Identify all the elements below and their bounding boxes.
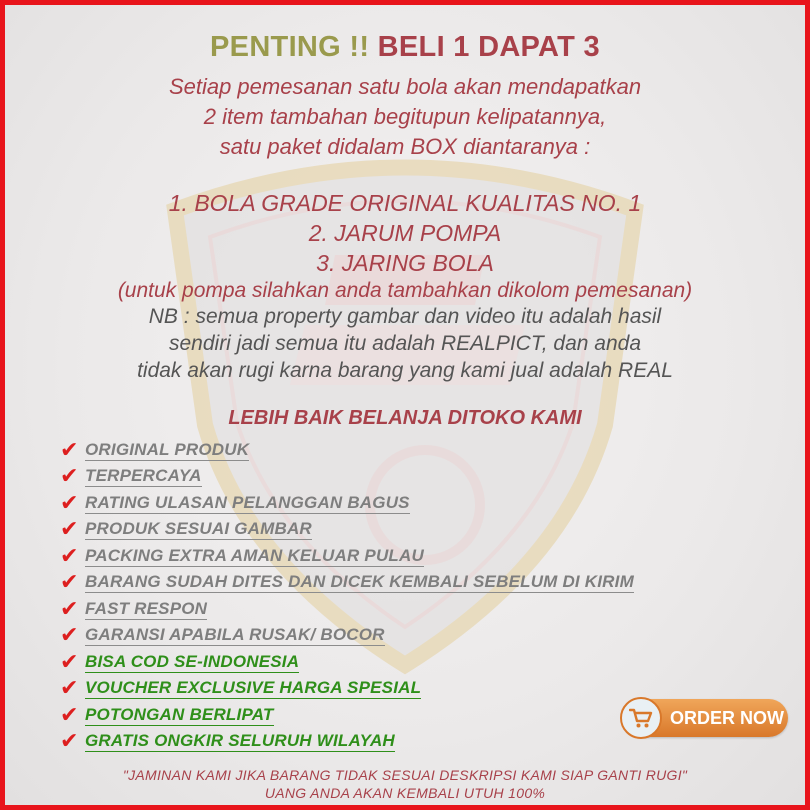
- benefit-text: PRODUK SESUAI GAMBAR: [85, 519, 312, 539]
- benefit-item: [60, 464, 634, 491]
- benefit-item: [60, 729, 634, 756]
- headline: [5, 31, 805, 64]
- benefit-item: [60, 570, 634, 597]
- package-item-1: 1. BOLA GRADE ORIGINAL KUALITAS NO. 1: [168, 190, 642, 216]
- benefit-item: [60, 437, 634, 464]
- benefit-item: [60, 517, 634, 544]
- checkmark-icon: ✔: [60, 570, 79, 596]
- checkmark-icon: ✔: [60, 729, 79, 755]
- benefits-list: [60, 437, 634, 755]
- checkmark-icon: ✔: [60, 623, 79, 649]
- benefit-item: [60, 676, 634, 703]
- benefit-text: ORIGINAL PRODUK: [85, 439, 250, 459]
- benefit-text: GARANSI APABILA RUSAK/ BOCOR: [85, 625, 385, 645]
- nb-line-3: tidak akan rugi karna barang yang kami jual adalah REAL: [137, 359, 673, 382]
- benefit-text: BARANG SUDAH DITES DAN DICEK KEMBALI SEBELUM DI KIRIM: [85, 572, 634, 592]
- headline-offer: BELI 1 DAPAT 3: [377, 31, 600, 63]
- intro-line-3: satu paket didalam BOX diantaranya :: [219, 134, 591, 159]
- benefit-item: [60, 543, 634, 570]
- benefit-item: [60, 649, 634, 676]
- benefit-text: PACKING EXTRA AMAN KELUAR PULAU: [85, 545, 424, 565]
- benefit-text: BISA COD SE-INDONESIA: [85, 651, 300, 671]
- guarantee-refund: UANG ANDA AKAN KEMBALI UTUH 100%: [264, 785, 546, 801]
- benefit-text: VOUCHER EXCLUSIVE HARGA SPESIAL: [85, 678, 422, 698]
- checkmark-icon: ✔: [60, 490, 79, 516]
- checkmark-icon: ✔: [60, 649, 79, 675]
- pump-note: (untuk pompa silahkan anda tambahkan dikolom pemesanan): [117, 279, 693, 302]
- checkmark-icon: ✔: [60, 543, 79, 569]
- benefits-title: LEBIH BAIK BELANJA DITOKO KAMI: [228, 407, 582, 429]
- checkmark-icon: ✔: [60, 676, 79, 702]
- intro-line-1: Setiap pemesanan satu bola akan mendapatkan: [168, 74, 642, 99]
- benefit-text: TERPERCAYA: [85, 466, 202, 486]
- checkmark-icon: ✔: [60, 517, 79, 543]
- nb-line-2: sendiri jadi semua itu adalah REALPICT, dan anda: [168, 332, 642, 355]
- checkmark-icon: ✔: [60, 464, 79, 490]
- package-item-3: 3. JARING BOLA: [316, 250, 494, 276]
- headline-important: PENTING !!: [210, 31, 370, 63]
- intro-line-2: 2 item tambahan begitupun kelipatannya,: [203, 104, 607, 129]
- benefit-text: GRATIS ONGKIR SELURUH WILAYAH: [85, 731, 395, 751]
- guarantee-quote: "JAMINAN KAMI JIKA BARANG TIDAK SESUAI DESKRIPSI KAMI SIAP GANTI RUGI": [122, 767, 688, 783]
- nb-line-1: NB : semua property gambar dan video itu adalah hasil: [148, 305, 662, 328]
- benefit-text: FAST RESPON: [85, 598, 208, 618]
- checkmark-icon: ✔: [60, 702, 79, 728]
- checkmark-icon: ✔: [60, 437, 79, 463]
- order-now-label: ORDER NOW: [670, 707, 784, 728]
- package-item-2: 2. JARUM POMPA: [308, 220, 502, 246]
- shopping-cart-icon: [620, 697, 662, 739]
- checkmark-icon: ✔: [60, 596, 79, 622]
- order-now-button[interactable]: [622, 699, 788, 737]
- benefit-item: [60, 623, 634, 650]
- benefit-item: [60, 596, 634, 623]
- benefit-item: [60, 490, 634, 517]
- benefit-text: RATING ULASAN PELANGGAN BAGUS: [85, 492, 410, 512]
- benefit-item: [60, 702, 634, 729]
- benefit-text: POTONGAN BERLIPAT: [85, 704, 274, 724]
